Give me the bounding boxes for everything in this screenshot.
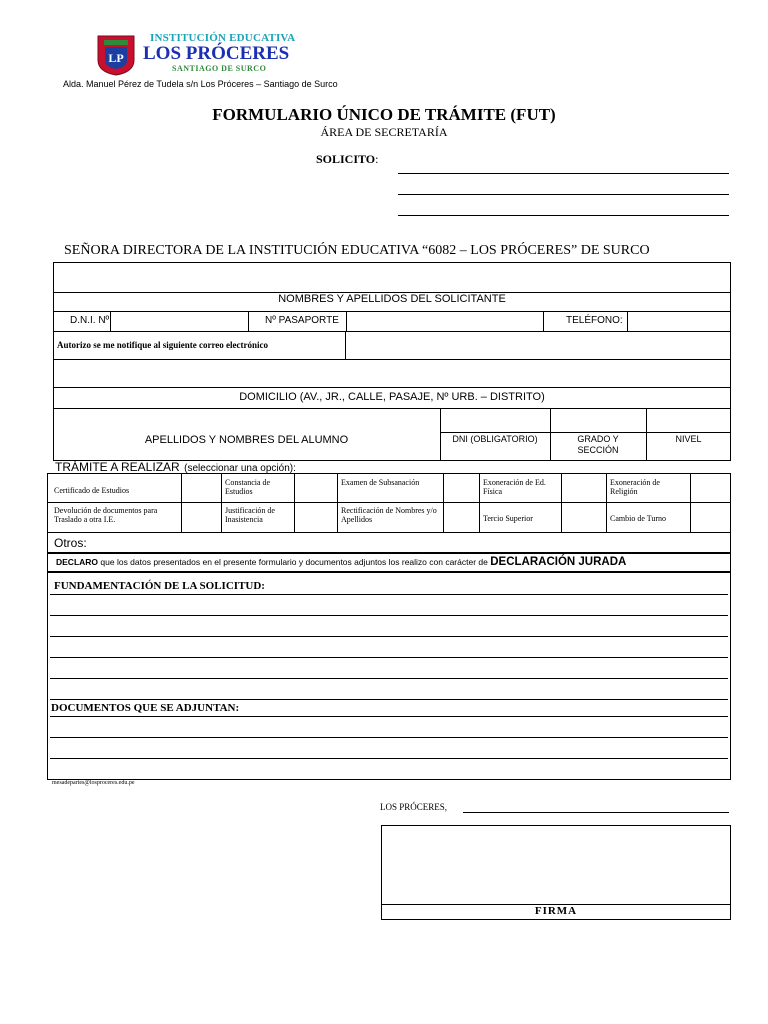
date-line[interactable]	[463, 812, 729, 813]
basis-label: FUNDAMENTACIÓN DE LA SOLICITUD:	[54, 580, 265, 592]
passport-field[interactable]	[347, 312, 542, 330]
student-name-label: APELLIDOS Y NOMBRES DEL ALUMNO	[144, 434, 349, 446]
basis-line-5[interactable]	[50, 678, 728, 679]
dni-label: D.N.I. Nº	[70, 315, 110, 326]
option-checkbox-absence-justification[interactable]	[295, 503, 336, 531]
option-checkbox-certificate[interactable]	[182, 474, 220, 501]
declaration-text: que los datos presentados en el presente formulario y documentos adjuntos los realizo con carácter de	[100, 557, 488, 567]
school-top-label: INSTITUCIÓN EDUCATIVA	[150, 32, 296, 44]
form-subtitle: ÁREA DE SECRETARÍA	[320, 125, 448, 139]
address-field[interactable]	[54, 360, 730, 386]
declaration-sworn: DECLARACIÓN JURADA	[490, 556, 627, 568]
email-authorization-label: Autorizo se me notifique al siguiente correo electrónico	[57, 340, 269, 350]
option-certificate: Certificado de Estudios	[54, 486, 130, 495]
option-pe-exemption: Exoneración de Ed. Física	[483, 478, 546, 496]
declaration-bold: DECLARO	[56, 557, 99, 567]
svg-text:LP: LP	[108, 51, 124, 65]
option-document-return: Devolución de documentos para Traslado a otra I.E.	[54, 506, 158, 524]
applicant-name-label: NOMBRES Y APELLIDOS DEL SOLICITANTE	[278, 293, 506, 305]
basis-line-1[interactable]	[50, 594, 728, 595]
declaration	[56, 556, 626, 568]
option-religion-exemption: Exoneración de Religión	[610, 478, 660, 496]
applicant-name-field[interactable]	[54, 263, 730, 291]
others-label: Otros:	[54, 536, 87, 550]
option-checkbox-pe-exemption[interactable]	[562, 474, 605, 501]
footer-email: mesadepartes@losproceres.edu.pe	[52, 780, 135, 786]
option-checkbox-makeup-exam[interactable]	[444, 474, 478, 501]
shield-icon	[96, 34, 136, 76]
option-checkbox-top-third[interactable]	[562, 503, 605, 531]
option-checkbox-shift-change[interactable]	[691, 503, 730, 531]
school-district: SANTIAGO DE SURCO	[172, 64, 267, 73]
place-label: LOS PRÓCERES,	[380, 802, 448, 812]
solicito-label	[316, 152, 378, 167]
phone-label: TELÉFONO:	[566, 315, 623, 326]
option-top-third: Tercio Superior	[483, 514, 533, 523]
solicito-line-2[interactable]	[398, 194, 729, 195]
basis-line-3[interactable]	[50, 636, 728, 637]
option-shift-change: Cambio de Turno	[610, 514, 667, 523]
option-absence-justification: Justificación de Inasistencia	[225, 506, 275, 524]
email-field[interactable]	[346, 332, 730, 358]
passport-label: Nº PASAPORTE	[265, 315, 339, 326]
signature-label: FIRMA	[534, 905, 578, 917]
option-checkbox-document-return[interactable]	[182, 503, 220, 531]
option-checkbox-name-correction[interactable]	[444, 503, 478, 531]
basis-line-4[interactable]	[50, 657, 728, 658]
others-field[interactable]	[100, 533, 730, 551]
option-makeup-exam: Examen de Subsanación	[341, 478, 420, 487]
basis-line-6[interactable]	[50, 699, 728, 700]
documents-line-2[interactable]	[50, 737, 728, 738]
option-enrollment-proof: Constancia de Estudios	[225, 478, 271, 496]
grade-label: GRADO Y SECCIÓN	[577, 434, 619, 455]
procedure-title: TRÁMITE A REALIZAR	[55, 460, 180, 474]
school-logo	[96, 34, 136, 76]
solicito-line-3[interactable]	[398, 215, 729, 216]
solicito-text: SOLICITO	[316, 152, 376, 166]
option-checkbox-enrollment-proof[interactable]	[295, 474, 336, 501]
phone-field[interactable]	[628, 312, 730, 330]
level-label: NIVEL	[675, 434, 702, 444]
form-title: FORMULARIO ÚNICO DE TRÁMITE (FUT)	[212, 105, 556, 124]
address-label: DOMICILIO (AV., JR., CALLE, PASAJE, Nº URB. – DISTRITO)	[239, 391, 545, 403]
solicito-colon: :	[375, 152, 379, 166]
documents-label: DOCUMENTOS QUE SE ADJUNTAN:	[51, 702, 240, 714]
procedure-hint: (seleccionar una opción):	[184, 463, 296, 474]
documents-line-3[interactable]	[50, 758, 728, 759]
student-name-field[interactable]	[54, 409, 439, 431]
dni-field[interactable]	[111, 312, 247, 330]
addressee: SEÑORA DIRECTORA DE LA INSTITUCIÓN EDUCATIVA “6082 – LOS PRÓCERES” DE SURCO	[64, 243, 650, 258]
option-name-correction: Rectificación de Nombres y/o Apellidos	[341, 506, 437, 524]
student-dni-label: DNI (OBLIGATORIO)	[452, 434, 538, 444]
school-address: Alda. Manuel Pérez de Tudela s/n Los Próceres – Santiago de Surco	[63, 79, 338, 89]
documents-line-1[interactable]	[50, 716, 728, 717]
basis-line-2[interactable]	[50, 615, 728, 616]
option-checkbox-religion-exemption[interactable]	[691, 474, 730, 501]
school-name: LOS PRÓCERES	[143, 43, 290, 64]
solicito-line-1[interactable]	[398, 173, 729, 174]
basis-box	[47, 572, 731, 780]
